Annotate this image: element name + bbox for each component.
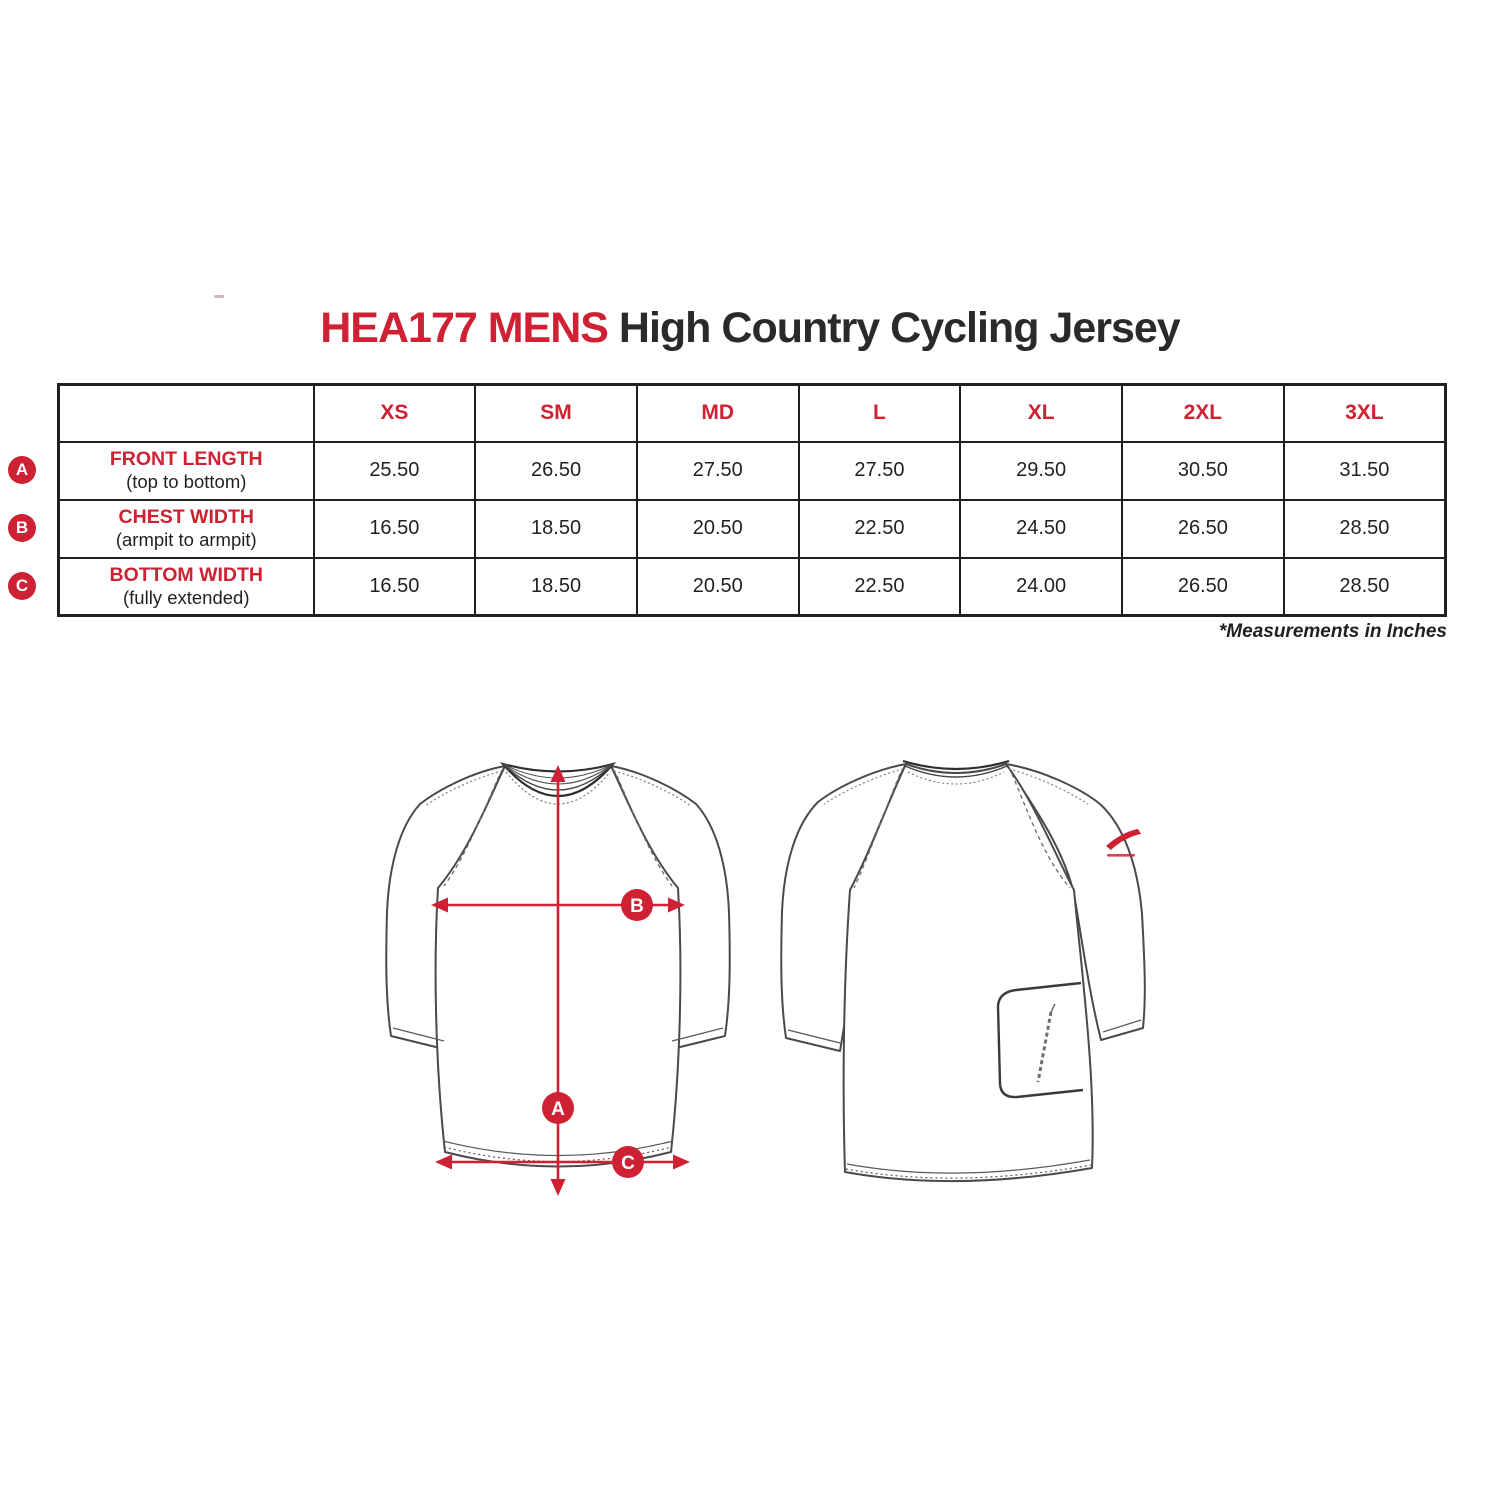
measurement-cell: 20.50 bbox=[637, 558, 799, 616]
col-header-l: L bbox=[799, 385, 961, 442]
table-row-bottom-width bbox=[59, 558, 1446, 616]
row-label-cell bbox=[59, 442, 314, 500]
size-chart bbox=[57, 383, 1447, 617]
measurement-cell: 26.50 bbox=[1122, 558, 1284, 616]
col-header-3xl: 3XL bbox=[1284, 385, 1446, 442]
row-label-cell bbox=[59, 558, 314, 616]
row-label: BOTTOM WIDTH bbox=[109, 563, 263, 586]
back-jersey-diagram bbox=[766, 740, 1150, 1208]
measurement-cell: 18.50 bbox=[475, 500, 637, 558]
table-row-front-length bbox=[59, 442, 1446, 500]
row-marker-badge-a: A bbox=[8, 456, 36, 484]
row-label: FRONT LENGTH bbox=[109, 448, 263, 471]
row-label-cell bbox=[59, 500, 314, 558]
col-header-md: MD bbox=[637, 385, 799, 442]
measurements-footnote: *Measurements in Inches bbox=[1218, 621, 1447, 642]
product-name: High Country Cycling Jersey bbox=[607, 304, 1180, 352]
size-chart-table bbox=[57, 383, 1447, 617]
measurement-cell: 20.50 bbox=[637, 500, 799, 558]
measurement-cell: 26.50 bbox=[1122, 500, 1284, 558]
page-title bbox=[0, 304, 1500, 353]
col-header-2xl: 2XL bbox=[1122, 385, 1284, 442]
measurement-cell: 29.50 bbox=[960, 442, 1122, 500]
measurement-cell: 28.50 bbox=[1284, 500, 1446, 558]
measurement-cell: 28.50 bbox=[1284, 558, 1446, 616]
col-header-sm: SM bbox=[475, 385, 637, 442]
row-marker-badge-c: C bbox=[8, 572, 36, 600]
marker-letter-c: C bbox=[621, 1153, 635, 1174]
measurement-cell: 16.50 bbox=[314, 500, 476, 558]
measurement-cell: 25.50 bbox=[314, 442, 476, 500]
measurement-cell: 31.50 bbox=[1284, 442, 1446, 500]
row-sublabel: (fully extended) bbox=[123, 586, 250, 608]
marker-letter-a: A bbox=[551, 1099, 565, 1120]
col-header-xl: XL bbox=[960, 385, 1122, 442]
row-marker-badge-b: B bbox=[8, 514, 36, 542]
row-sublabel: (armpit to armpit) bbox=[115, 529, 257, 551]
header-row bbox=[59, 385, 1446, 442]
front-jersey-diagram bbox=[378, 740, 738, 1208]
product-code: HEA177 MENS bbox=[320, 304, 608, 352]
measurement-cell: 22.50 bbox=[799, 558, 961, 616]
row-sublabel: (top to bottom) bbox=[126, 471, 247, 493]
measurement-cell: 24.00 bbox=[960, 558, 1122, 616]
row-label: CHEST WIDTH bbox=[118, 506, 254, 529]
back-pocket bbox=[998, 983, 1083, 1097]
measurement-cell: 26.50 bbox=[475, 442, 637, 500]
table-row-chest-width bbox=[59, 500, 1446, 558]
measurement-cell: 27.50 bbox=[799, 442, 961, 500]
marker-letter-b: B bbox=[630, 896, 644, 917]
col-header-xs: XS bbox=[314, 385, 476, 442]
measurement-cell: 30.50 bbox=[1122, 442, 1284, 500]
measurement-cell: 22.50 bbox=[799, 500, 961, 558]
measurement-cell: 16.50 bbox=[314, 558, 476, 616]
measurement-cell: 24.50 bbox=[960, 500, 1122, 558]
measurement-cell: 18.50 bbox=[475, 558, 637, 616]
measurement-cell: 27.50 bbox=[637, 442, 799, 500]
scan-artifact-mark bbox=[214, 295, 224, 298]
corner-cell bbox=[59, 385, 314, 442]
